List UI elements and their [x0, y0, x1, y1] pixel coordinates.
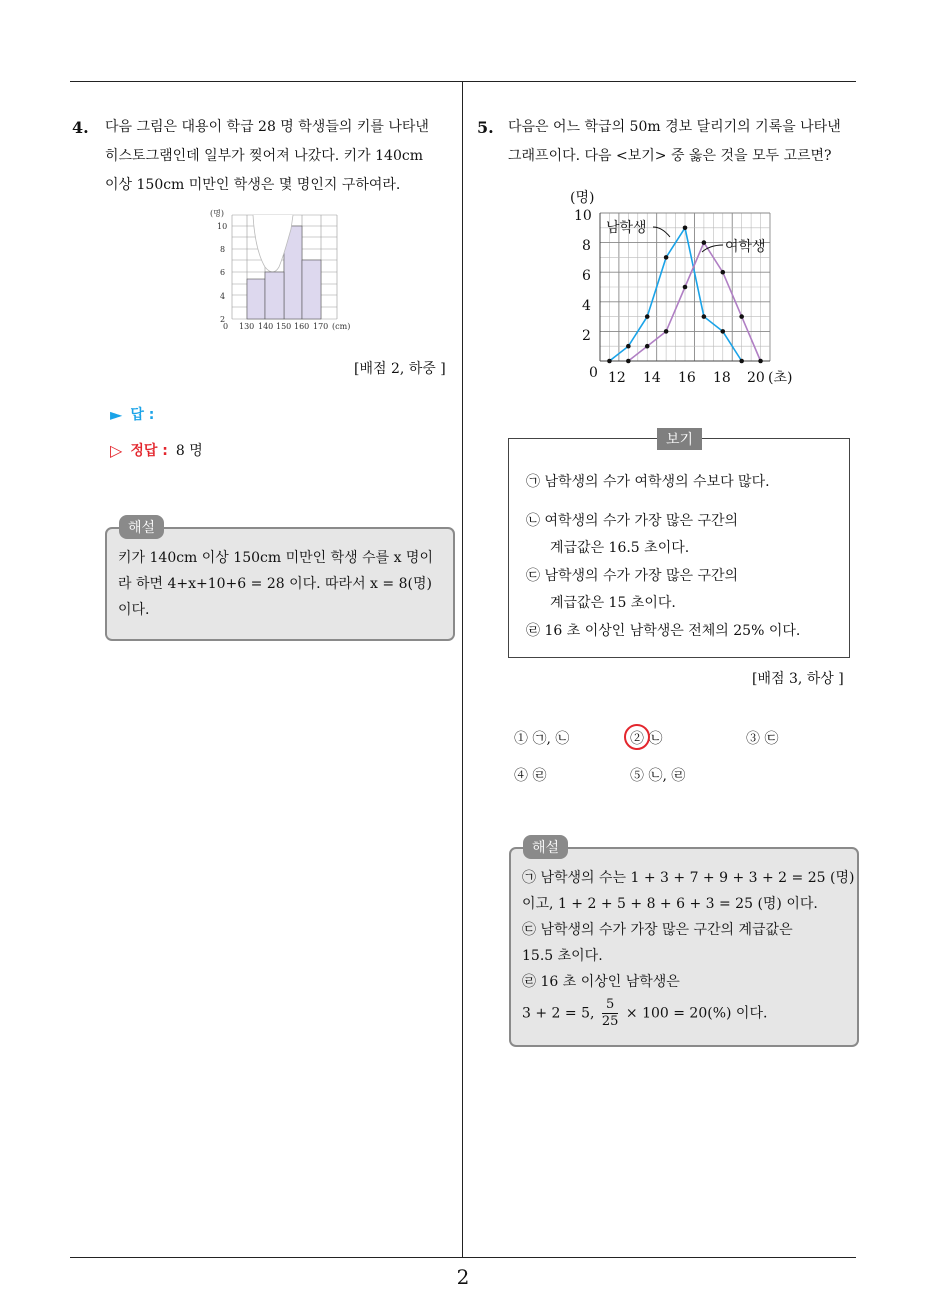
boys-data-point	[739, 359, 744, 364]
girls-data-point	[664, 329, 669, 334]
chart-x-tick: 18	[713, 370, 731, 386]
explanation-line: 이고, 1 + 2 + 5 + 8 + 6 + 3 = 25 (명) 이다.	[522, 896, 818, 912]
line-chart	[560, 185, 810, 395]
boys-data-point	[683, 226, 688, 231]
histogram-x-tick: (cm)	[332, 322, 351, 331]
q5-explanation-text	[522, 865, 854, 1030]
chart-y-tick: 4	[582, 298, 591, 314]
chart-x-tick: 14	[643, 370, 661, 386]
explanation-line: 이다.	[118, 602, 150, 618]
girls-data-point	[683, 285, 688, 290]
bogi-item: ㉣ 16 초 이상인 남학생은 전체의 25% 이다.	[526, 623, 801, 639]
choice-4[interactable]: ④ ㉣	[514, 768, 547, 784]
q4-line: 히스토그램인데 일부가 찢어져 나갔다. 키가 140cm	[105, 148, 423, 164]
page-number: 2	[456, 1265, 470, 1289]
explanation-line: 15.5 초이다.	[522, 948, 603, 964]
boys-data-point	[720, 329, 725, 334]
correct-answer-value: 8 명	[175, 443, 203, 459]
legend-label-girls: 여학생	[725, 239, 766, 255]
histogram-x-tick: 160	[294, 322, 310, 331]
boys-data-point	[664, 255, 669, 260]
boys-data-point	[607, 359, 612, 364]
top-rule	[70, 81, 856, 82]
choice-3[interactable]: ③ ㉢	[746, 731, 779, 747]
q5-explanation-tag: 해설	[523, 835, 568, 859]
histogram-x-tick: 130	[239, 322, 255, 331]
bottom-rule	[70, 1257, 856, 1258]
histogram-y-tick: 8	[220, 245, 226, 254]
boys-data-point	[702, 314, 707, 319]
chart-x-tick: 16	[678, 370, 696, 386]
girls-data-point	[626, 359, 631, 364]
histogram-y-tick: 10	[217, 222, 228, 231]
q5-score: [배점 3, 하상 ]	[752, 671, 844, 687]
girls-data-point	[702, 240, 707, 245]
q4-explanation-text	[118, 545, 433, 623]
choice-2[interactable]: ② ㉡	[630, 731, 663, 747]
q4-explanation-tag: 해설	[119, 515, 164, 539]
q4-text	[105, 113, 429, 200]
explanation-line: ㉠ 남학생의 수는 1 + 3 + 7 + 9 + 3 + 2 = 25 (명)	[522, 870, 855, 886]
bogi-item: ㉠ 남학생의 수가 여학생의 수보다 많다.	[526, 474, 770, 490]
play-icon: ►	[110, 404, 123, 424]
histogram-bar	[302, 260, 321, 319]
bogi-item: 계급값은 16.5 초이다.	[550, 540, 690, 556]
triangle-outline-icon: ▷	[110, 440, 123, 460]
histogram-y-tick: 4	[220, 292, 226, 301]
chart-y-tick: 8	[582, 238, 591, 254]
boys-leader-line	[653, 227, 670, 237]
chart-origin: 0	[589, 365, 598, 381]
explanation-formula-line	[522, 997, 854, 1030]
histogram-bar	[265, 272, 284, 319]
boys-data-point	[626, 344, 631, 349]
bogi-item: ㉡ 여학생의 수가 가장 많은 구간의	[526, 513, 739, 529]
chart-y-unit: (명)	[570, 190, 595, 206]
histogram-bar	[247, 279, 265, 319]
explanation-line: 라 하면 4+x+10+6 = 28 이다. 따라서 x = 8(명)	[118, 576, 432, 592]
chart-y-tick: 2	[582, 328, 591, 344]
q5-line: 그래프이다. 다음 <보기> 중 옳은 것을 모두 고르면?	[508, 148, 832, 164]
chart-y-tick: 6	[582, 268, 591, 284]
correct-answer-label: 정답 :	[130, 443, 168, 459]
explanation-line: ㉣ 16 초 이상인 남학생은	[522, 974, 680, 990]
histogram-x-tick: 0	[223, 322, 229, 331]
q5-number: 5.	[477, 118, 494, 137]
fraction	[602, 997, 619, 1030]
fraction-denominator: 25	[601, 1014, 619, 1029]
choice-5[interactable]: ⑤ ㉡, ㉣	[630, 768, 686, 784]
histogram-x-tick: 170	[313, 322, 329, 331]
boys-data-point	[645, 314, 650, 319]
selected-circle-mark	[624, 724, 650, 750]
legend-label-boys: 남학생	[606, 220, 647, 236]
chart-x-tick: 12	[608, 370, 626, 386]
chart-x-unit: (초)	[768, 370, 793, 386]
explanation-line: 키가 140cm 이상 150cm 미만인 학생 수를 x 명이	[118, 550, 433, 566]
q4-number: 4.	[72, 118, 89, 137]
bogi-item: ㉢ 남학생의 수가 가장 많은 구간의	[526, 568, 739, 584]
fraction-numerator: 5	[602, 997, 619, 1014]
explanation-line: ㉢ 남학생의 수가 가장 많은 구간의 계급값은	[522, 922, 793, 938]
histogram-figure	[195, 205, 365, 335]
histogram-y-tick: 2	[220, 315, 226, 324]
girls-data-point	[645, 344, 650, 349]
formula-left: 3 + 2 = 5,	[522, 1005, 595, 1022]
histogram-y-unit: (명)	[210, 209, 224, 218]
bogi-tag: 보기	[657, 428, 702, 450]
bogi-item: 계급값은 15 초이다.	[550, 595, 676, 611]
answer-label: 답 :	[130, 407, 155, 423]
q5-line: 다음은 어느 학급의 50m 경보 달리기의 기록을 나타낸	[508, 119, 841, 135]
histogram-y-tick: 6	[220, 268, 226, 277]
histogram-x-tick: 150	[276, 322, 292, 331]
column-divider	[462, 81, 463, 1258]
choice-1[interactable]: ① ㉠, ㉡	[514, 731, 570, 747]
formula-right: × 100 = 20(%) 이다.	[625, 1005, 768, 1022]
chart-y-tick: 10	[574, 208, 592, 224]
girls-data-point	[739, 314, 744, 319]
correct-answer-row	[110, 440, 203, 460]
answer-row	[110, 404, 154, 424]
q5-text	[508, 113, 841, 171]
girls-data-point	[720, 270, 725, 275]
histogram-x-tick: 140	[258, 322, 274, 331]
q4-score: [배점 2, 하중 ]	[354, 361, 446, 377]
q4-line: 이상 150cm 미만인 학생은 몇 명인지 구하여라.	[105, 177, 401, 193]
q4-line: 다음 그림은 대용이 학급 28 명 학생들의 키를 나타낸	[105, 119, 429, 135]
girls-data-point	[758, 359, 763, 364]
chart-x-tick: 20	[747, 370, 765, 386]
